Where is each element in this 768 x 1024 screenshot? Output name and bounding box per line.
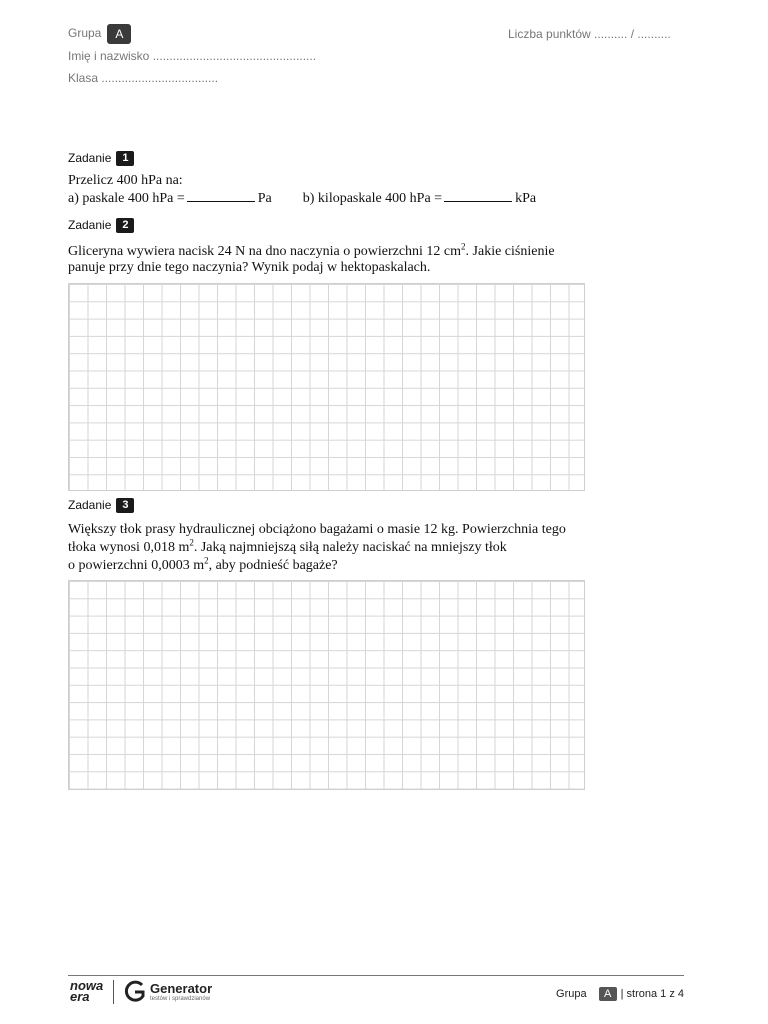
task-1-heading bbox=[68, 151, 134, 166]
task-2-heading bbox=[68, 218, 134, 233]
task-number-badge: 1 bbox=[116, 151, 134, 166]
nowa-era-logo bbox=[70, 980, 103, 1002]
task-label: Zadanie bbox=[68, 498, 112, 512]
answer-grid-task-2[interactable] bbox=[68, 283, 585, 491]
generator-logo bbox=[124, 980, 213, 1009]
task-2-line-2: panuje przy dnie tego naczynia? Wynik podaj w hektopaskalach. bbox=[68, 260, 431, 275]
superscript: 2 bbox=[461, 241, 466, 252]
page-number: | strona 1 z 4 bbox=[620, 987, 684, 1000]
task-1-unit-b: kPa bbox=[515, 191, 537, 206]
generator-subtitle: testów i sprawdzianów bbox=[150, 996, 211, 1002]
task-3-text: tłoka wynosi 0,018 m bbox=[68, 540, 190, 555]
footer-group-badge: A bbox=[599, 987, 617, 1001]
group-label: Grupa bbox=[68, 26, 102, 41]
superscript: 2 bbox=[189, 537, 194, 548]
task-1-part-b: b) kilopaskale 400 hPa = bbox=[302, 191, 443, 206]
superscript: 2 bbox=[204, 555, 209, 566]
footer-group-label: Grupa bbox=[556, 987, 587, 1000]
task-2-line-1 bbox=[68, 241, 555, 260]
answer-blank-b[interactable] bbox=[444, 189, 512, 202]
name-field[interactable]: Imię i nazwisko ................................................. bbox=[68, 49, 317, 63]
task-label: Zadanie bbox=[68, 151, 112, 165]
logo-separator bbox=[113, 980, 114, 1004]
task-3-text: o powierzchni 0,0003 m bbox=[68, 558, 205, 573]
task-3-line-3 bbox=[68, 555, 338, 574]
generator-g-icon bbox=[124, 980, 146, 1004]
generator-title: Generator bbox=[150, 981, 213, 996]
task-3-text-cont: , aby podnieść bagaże? bbox=[208, 558, 338, 573]
footer-divider bbox=[68, 975, 684, 976]
points-field[interactable]: Liczba punktów .......... / .......... bbox=[508, 27, 671, 41]
task-1-part-a: a) paskale 400 hPa = bbox=[68, 191, 185, 206]
group-field bbox=[68, 24, 131, 44]
task-1-unit-a: Pa bbox=[257, 191, 272, 206]
task-3-line-2 bbox=[68, 537, 507, 556]
task-number-badge: 2 bbox=[116, 218, 134, 233]
group-badge: A bbox=[107, 24, 131, 44]
task-1-parts bbox=[68, 189, 536, 207]
task-label: Zadanie bbox=[68, 218, 112, 232]
answer-grid-task-3[interactable] bbox=[68, 580, 585, 790]
task-2-text: Gliceryna wywiera nacisk 24 N na dno naczynia o powierzchni 12 cm bbox=[68, 244, 462, 259]
task-number-badge: 3 bbox=[116, 498, 134, 513]
task-3-text-cont: . Jaką najmniejszą siłą należy naciskać na mniejszy tłok bbox=[193, 540, 507, 555]
logo-text-nowa: nowa bbox=[70, 978, 104, 993]
task-2-text-cont: . Jakie ciśnienie bbox=[465, 244, 555, 259]
task-3-line-1: Większy tłok prasy hydraulicznej obciążono bagażami o masie 12 kg. Powierzchnia tego bbox=[68, 522, 566, 537]
footer-page-info bbox=[556, 987, 684, 1001]
task-3-heading bbox=[68, 498, 134, 513]
class-field[interactable]: Klasa ................................... bbox=[68, 71, 219, 85]
answer-blank-a[interactable] bbox=[187, 189, 255, 202]
task-1-intro: Przelicz 400 hPa na: bbox=[68, 173, 183, 188]
logo-text-era: era bbox=[70, 989, 90, 1004]
